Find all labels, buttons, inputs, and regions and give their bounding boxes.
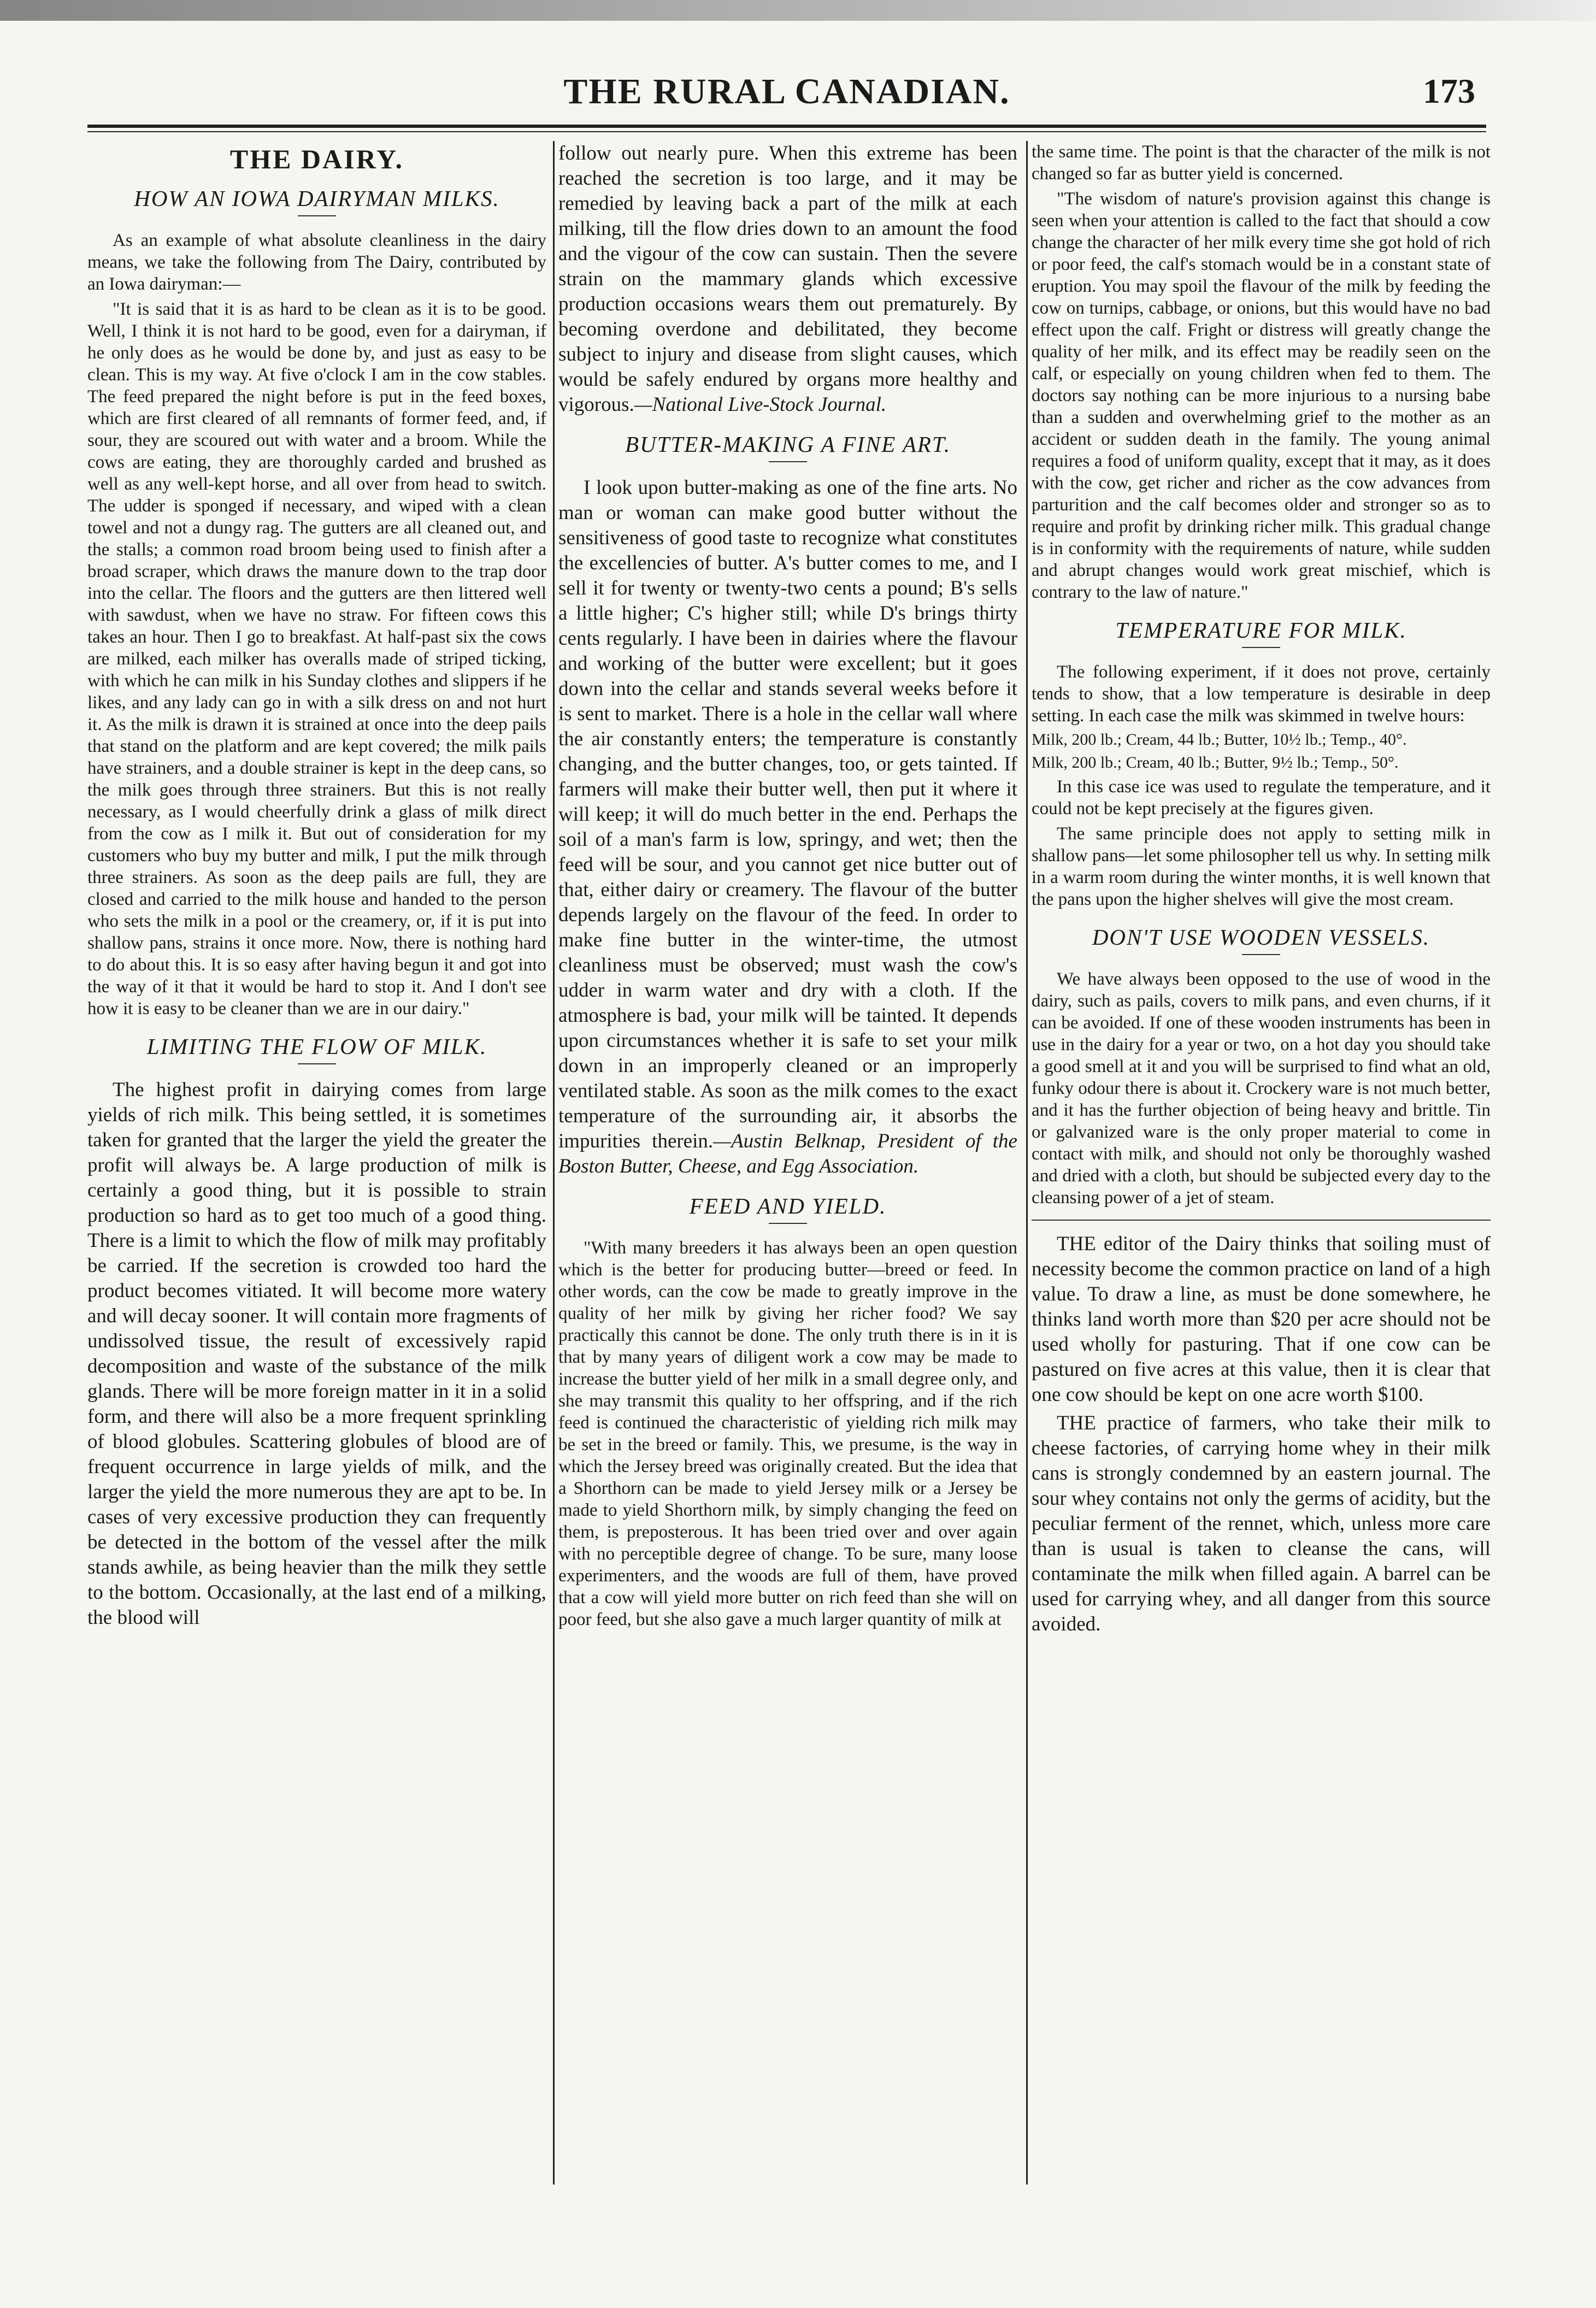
- article-paragraph: The following experiment, if it does not prove, certainly tends to show, that a low temperature is desirable in deep setting. In each case the milk was skimmed in twelve hours:: [1032, 662, 1491, 726]
- header-rule-thick: [87, 125, 1486, 128]
- page-header: [87, 66, 1486, 120]
- article-text: follow out nearly pure. When this extreme has been reached the secretion is too large, and it may be remedied by leaving back a part of the milk at each milking, till the flow dries down to an amount the food and the vigour of the cow can sustain. Then the severe strain on the mammary glands which excessive production occasions wears them out prematurely. By becoming overdone and debilitated, they become subject to injury and disease from slight causes, which would be safely endured by organs more healthy and vigorous.: [558, 142, 1017, 416]
- column-2: [558, 141, 1017, 1634]
- article-title: DON'T USE WOODEN VESSELS.: [1092, 925, 1430, 950]
- article-text: I look upon butter-making as one of the fine arts. No man or woman can make good butter without the sensitiveness of good taste to recognize what constitutes the excellencies of butter. A's butter comes to me, and I sell it for twenty or twenty-two cents a pound; B's sells a little higher; C's higher still; while D's brings thirty cents regularly. I have been in dairies where the flavour and working of the butter were excellent; but it goes down into the cellar and stands several weeks before it is sent to market. There is a hole in the cellar wall where the air constantly enters; the temperature is constantly changing, and the butter changes, too, or gets tainted. If farmers will make their butter well, then put it where it will keep; it will do much better in the end. Perhaps the soil of a man's farm is low, springy, and wet; then the feed will be sour, and you cannot get nice butter out of that, either dairy or creamery. The flavour of the butter depends largely on the flavour of the feed. In order to make fine butter in the winter-time, the utmost cleanliness must be observed; must wash the cow's udder in warm water and dry with a cloth. If the atmosphere is bad, your milk will be tainted. It depends upon circumstances whether it is safe to set your milk down in an improperly cleaned or an improperly ventilated stable. As soon as the milk comes to the exact temperature of the surrounding air, it absorbs the impurities therein.: [558, 476, 1017, 1152]
- article-title: BUTTER-MAKING A FINE ART.: [625, 432, 951, 457]
- article-paragraph: The highest profit in dairying comes from large yields of rich milk. This being settled, it is sometimes taken for granted that the larger the yield the greater the profit will always be. A large production of milk is certainly a good thing, but it is possible to strain production so hard as to get too much of a good thing. There is a limit to which the flow of milk may profitably be carried. If the secretion is crowded too hard the product becomes vitiated. It will become more watery and will decay sooner. It will contain more fragments of undissolved tissue, the result of excessively rapid decomposition and waste of the substance of the milk glands. There will be more foreign matter in it in a solid form, and there will also be a more frequent sprinkling of blood globules. Scattering globules of blood are of frequent occurrence in large yields of milk, and the larger the yield the more numerous they are apt to be. In cases of very excessive production they can frequently be detected in the bottom of the vessel after the milk stands awhile, as being heavier than the milk they settle to the bottom. Occasionally, at the last end of a milking, the blood will: [87, 1079, 546, 1629]
- article-title: FEED AND YIELD.: [689, 1193, 887, 1218]
- column-divider: [553, 141, 555, 2185]
- title-rule: [298, 1063, 336, 1064]
- article-title: HOW AN IOWA DAIRYMAN MILKS.: [134, 186, 500, 211]
- article-paragraph: "The wisdom of nature's provision against this change is seen when your attention is called to the fact that should a cow change the character of her milk every time she got hold of rich or poor feed, the calf's stomach would be in a constant state of eruption. You may spoil the flavour of the milk by feeding the cow on turnips, cabbage, or onions, but this would have no bad effect upon the calf. Fright or distress will greatly change the quality of her milk, and its effect may be readily seen on the calf, or especially on young children when fed to them. The doctors say nothing can be more injurious to a nursing babe than a sudden and overwhelming grief to the mother as an accident or sudden death in the family. The young animal requires a food of uniform quality, except that it may, as it does with the cow, get richer and richer as the cow advances from parturition and the calf becomes older and stronger so as to require and profit by drinking richer milk. This gradual change is in conformity with the requirements of nature, while sudden and abrupt changes would work great mischief, which is contrary to the law of nature.": [1032, 189, 1491, 602]
- publication-title: THE RURAL CANADIAN.: [563, 72, 1010, 111]
- column-3: [1032, 141, 1491, 1640]
- article-paragraph: THE editor of the Dairy thinks that soiling must of necessity become the common practice on land of a high value. To draw a line, as must be done somewhere, he thinks land worth more than $20 per acre should not be used wholly for pasturing. That if one cow can be pastured on five acres at this value, then it is clear that one cow should be kept on one acre worth $100.: [1032, 1233, 1491, 1406]
- article-paragraph: the same time. The point is that the character of the milk is not changed so far as butter yield is concerned.: [1032, 142, 1491, 184]
- scan-edge-strip: [0, 0, 1596, 21]
- section-heading: THE DAIRY.: [229, 144, 404, 174]
- header-rule-thin: [87, 131, 1486, 132]
- article-title: TEMPERATURE FOR MILK.: [1115, 617, 1407, 643]
- article-paragraph: "It is said that it is as hard to be clean as it is to be good. Well, I think it is not hard to be good, even for a dairyman, if he only does as he would be done by, and just as easy to be clean. This is my way. At five o'clock I am in the cow stables. The feed prepared the night before is put in the feed boxes, which are first cleared of all remnants of former feed, and, if sour, they are scoured out with water and a broom. While the cows are eating, they are thoroughly carded and brushed as well as any well-kept horse, and all over from head to switch. The udder is sponged if necessary, and wiped with a clean towel and not a dungy rag. The gutters are all cleaned out, and the stalls; a common road broom being used to finish after a broad scraper, which draws the manure down to the trap door into the cellar. The floors and the gutters are then littered well with sawdust, when we have no straw. For fifteen cows this takes an hour. Then I go to breakfast. At half-past six the cows are milked, each milker has overalls made of striped ticking, with which he can milk in his Sunday clothes and slippers if he likes, and any lady can go in with a silk dress on and not hurt it. As the milk is drawn it is strained at once into the deep pails that stand on the platform and are kept covered; the milk pails have strainers, and a double strainer is kept in the deep cans, so the milk goes through three strainers. But this is not really necessary, as I would cheerfully drink a glass of milk direct from the cow as I milk it. But out of consideration for my customers who buy my butter and milk, I put the milk through three strainers. As soon as the deep pails are full, they are closed and carried to the milk house and handed to the person who sets the milk in a pool or the creamery, or, if it is put into shallow pans, strains it once more. Now, there is nothing hard to do about this. It is so easy after having begun it and got into the way of it that it would be hard to stop it. And I don't see how it is easy to be cleaner than we are in our dairy.": [87, 299, 546, 1018]
- article-paragraph: In this case ice was used to regulate the temperature, and it could not be kept precisely at the figures given.: [1032, 777, 1491, 819]
- article-paragraph: The same principle does not apply to setting milk in shallow pans—let some philosopher tell us why. In setting milk in a warm room during the winter months, it is well known that the pans upon the higher shelves will give the most cream.: [1032, 824, 1491, 909]
- article-paragraph: THE practice of farmers, who take their milk to cheese factories, of carrying home whey in their milk cans is strongly condemned by an eastern journal. The sour whey contains not only the germs of acidity, but the peculiar ferment of the rennet, which, unless more care than is usual is taken to cleanse the cans, will contaminate the milk when filled again. A barrel can be used for carrying whey, and all danger from this source avoided.: [1032, 1412, 1491, 1635]
- article-credit: —National Live-Stock Journal.: [634, 393, 887, 416]
- article-paragraph: We have always been opposed to the use of wood in the dairy, such as pails, covers to milk pans, and even churns, if it can be avoided. If one of these wooden instruments has been in use in the dairy for a year or two, on a hot day you should take a good smell at it and you will be surprised to find what an old, funky odour there is about it. Crockery ware is not much better, and it has the further objection of being heavy and brittle. Tin or galvanized ware is the only proper material to come in contact with milk, and should not only be thoroughly washed and dried with a cloth, but should be subjected every day to the cleansing power of a jet of steam.: [1032, 969, 1491, 1208]
- article-title: LIMITING THE FLOW OF MILK.: [146, 1034, 487, 1059]
- column-1: [87, 141, 546, 1634]
- page-number: 173: [1423, 72, 1475, 110]
- article-credit: —Austin Belknap, President of the Boston Butter, Cheese, and Egg Association.: [558, 1130, 1017, 1177]
- title-rule: [769, 461, 807, 462]
- title-rule: [298, 215, 336, 216]
- article-paragraph: As an example of what absolute cleanliness in the dairy means, we take the following from The Dairy, contributed by an Iowa dairyman:—: [87, 231, 546, 294]
- column-divider: [1026, 141, 1028, 2185]
- article-paragraph: [558, 141, 1017, 417]
- section-divider: [1032, 1220, 1491, 1221]
- article-paragraph: "With many breeders it has always been an open question which is the better for producing butter—breed or feed. In other words, can the cow be made to greatly improve in the quality of her milk by giving her richer food? We say practically this cannot be done. The only truth there is in it is that by many years of diligent work a cow may be made to increase the butter yield of her milk in a small degree only, and she may transmit this quality to her offspring, and if the rich feed is continued the characteristic of yielding rich milk may be set in the breed or family. This, we presume, is the way in which the Jersey breed was originally created. But the idea that a Shorthorn can be made to yield Jersey milk or a Jersey be made to yield Shorthorn milk, by simply changing the feed on them, is preposterous. It has been tried over and over again with no perceptible degree of change. To be sure, many loose experimenters, and the woods are full of them, have proved that a cow will yield more butter on rich feed than she will on poor feed, but she also gave a much larger quantity of milk at: [558, 1238, 1017, 1629]
- title-rule: [769, 1223, 807, 1224]
- title-rule: [1242, 954, 1280, 955]
- title-rule: [1242, 647, 1280, 648]
- article-paragraph: [558, 475, 1017, 1179]
- experiment-data-row: Milk, 200 lb.; Cream, 44 lb.; Butter, 10½ lb.; Temp., 40°.: [1032, 731, 1407, 749]
- experiment-data-row: Milk, 200 lb.; Cream, 40 lb.; Butter, 9½ lb.; Temp., 50°.: [1032, 753, 1399, 772]
